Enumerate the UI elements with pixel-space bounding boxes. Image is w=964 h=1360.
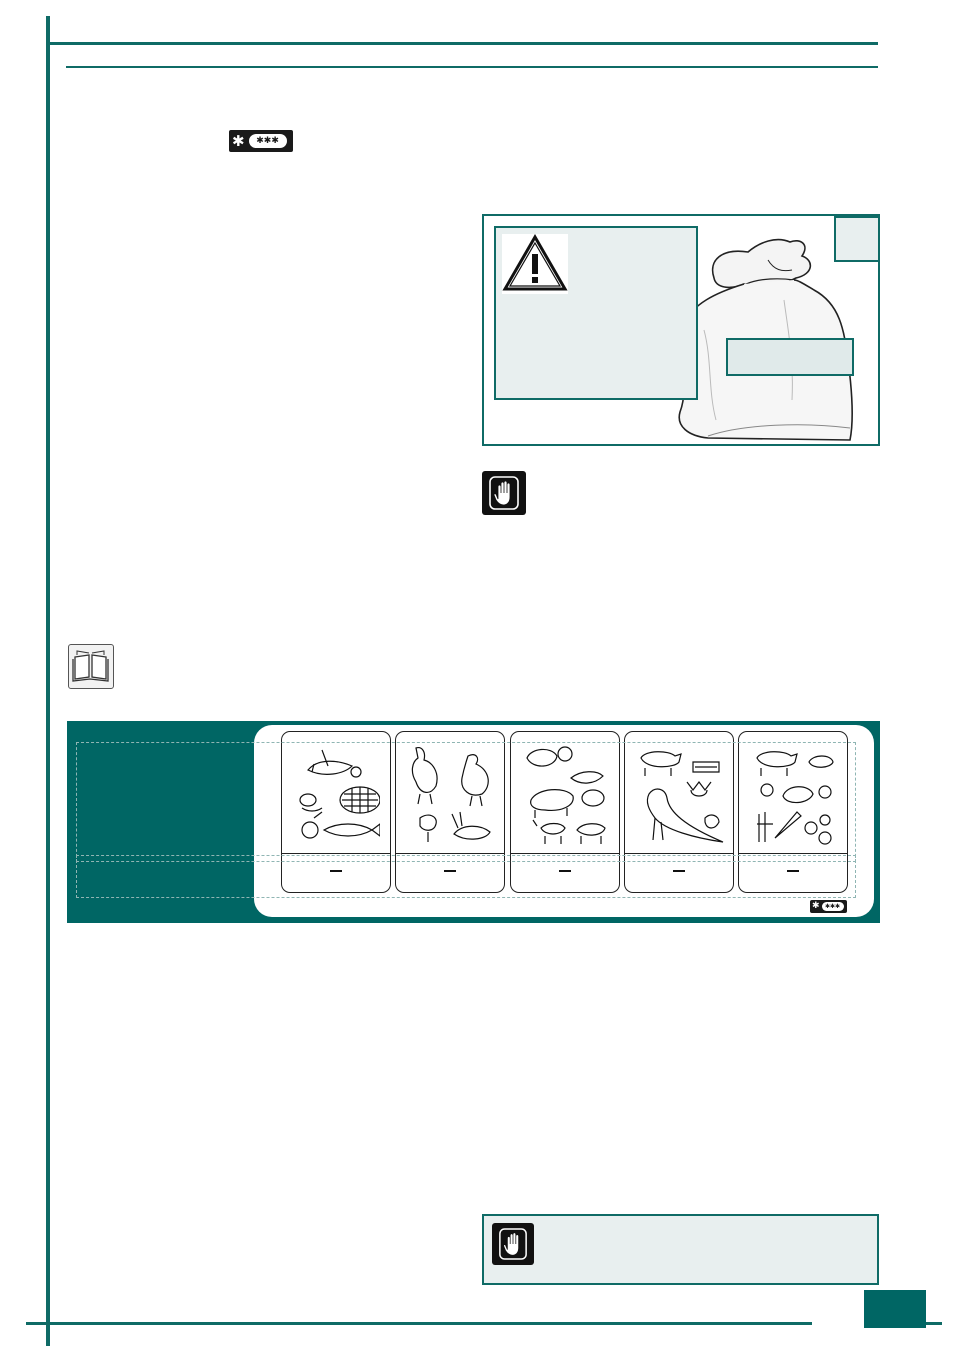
footer-rule-right (926, 1322, 942, 1325)
caution-note-box (482, 1214, 879, 1285)
left-margin-rule (46, 16, 50, 1346)
dashed-outline-upper (76, 742, 856, 862)
page-number-tab (864, 1290, 926, 1328)
stop-hand-icon (492, 1223, 534, 1265)
food-panel-star-badge (810, 900, 847, 913)
bag-label-box (726, 338, 854, 376)
freezer-star-rating-badge (229, 130, 293, 152)
footer-rule (26, 1322, 812, 1325)
header-rule-top (50, 42, 878, 45)
open-book-icon (68, 644, 114, 689)
warning-triangle-icon (502, 234, 568, 294)
snowflake-star-icon: ✱ (232, 131, 245, 150)
three-star-pill: ✱✱✱ (822, 902, 844, 911)
snowflake-star-icon: ✱ (812, 901, 820, 911)
header-rule-bottom (66, 66, 878, 68)
stop-hand-icon (482, 471, 526, 515)
warning-message-box (494, 226, 698, 400)
dashed-outline-lower (76, 855, 856, 898)
three-star-pill: ✱✱✱ (249, 134, 287, 148)
suffocation-warning-panel (482, 214, 880, 446)
